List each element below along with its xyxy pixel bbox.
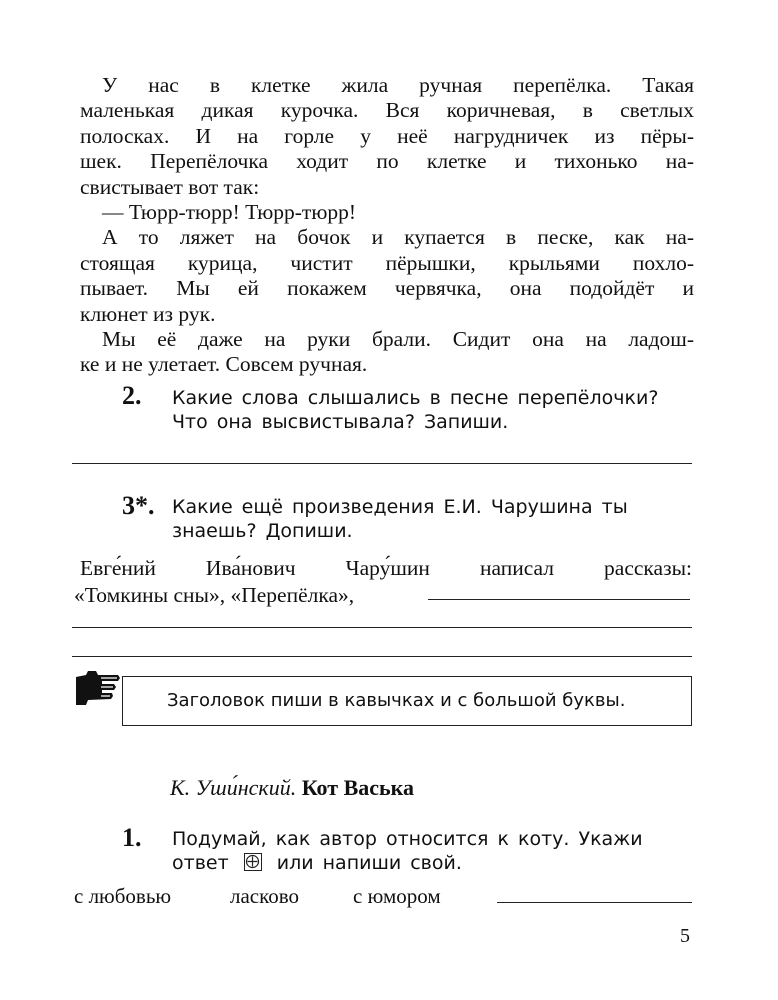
story-line: пывает. Мы ей покажем червячка, она подойдёт и <box>80 276 694 301</box>
task3-line2: знаешь? Допиши. <box>172 520 353 542</box>
story-line: маленькая дикая курочка. Вся коричневая, в светлых <box>80 98 694 123</box>
answer-line[interactable] <box>72 463 692 464</box>
answer-line[interactable] <box>428 599 690 600</box>
story-line: У нас в клетке жила ручная перепёлка. Такая <box>102 73 694 97</box>
author-name: К. Уши́нский. <box>170 775 297 800</box>
story-line: шек. Перепёлочка ходит по клетке и тихонько на- <box>80 149 694 174</box>
tip-box <box>122 676 692 726</box>
task3-answer-line2: «Томкины сны», «Перепёлка», <box>74 583 355 607</box>
task3-question <box>172 495 628 543</box>
answer-line[interactable] <box>72 627 692 628</box>
page-number: 5 <box>680 925 690 947</box>
story-line: — Тюрр-тюрр! Тюрр-тюрр! <box>102 200 357 225</box>
story-line: полосках. И на горле у неё нагрудничек из пёры- <box>80 123 694 148</box>
task2-line2: Что она высвистывала? Запиши. <box>172 411 509 433</box>
task1-line2-before: ответ <box>172 852 229 874</box>
story-line: ке и не улетает. Совсем ручная. <box>80 352 368 377</box>
task2-line1: Какие слова слышались в песне перепёлочки? <box>172 387 659 409</box>
tip-text: Заголовок пиши в кавычках и с большой буквы. <box>167 690 626 711</box>
story-text <box>80 73 694 378</box>
task1-line1: Подумай, как автор относится к коту. Укажи <box>172 828 643 850</box>
story-line: А то ляжет на бочок и купается в песке, как на- <box>102 225 694 250</box>
story-line: клюнет из рук. <box>80 301 216 326</box>
pointing-hand-icon <box>74 667 122 712</box>
task1-question <box>172 827 643 875</box>
option-item[interactable]: с любовью <box>74 884 172 908</box>
section-heading <box>170 775 414 801</box>
task1-number: 1. <box>122 823 142 852</box>
task3-number: 3*. <box>122 491 155 520</box>
story-title: Кот Васька <box>301 775 414 800</box>
answer-line[interactable] <box>72 656 692 657</box>
option-item[interactable]: ласково <box>230 884 300 908</box>
option-item[interactable]: с юмором <box>353 884 441 908</box>
task3-answer-line1: Евге́ний Ива́нович Чару́шин написал рассказы: <box>80 556 692 580</box>
task2-number: 2. <box>122 381 142 410</box>
task3-line1: Какие ещё произведения Е.И. Чарушина ты <box>172 496 628 518</box>
answer-line[interactable] <box>497 902 692 903</box>
task1-line2 <box>172 851 643 875</box>
plus-sign-icon <box>244 853 262 871</box>
story-line: стоящая курица, чистит пёрышки, крыльями похло- <box>80 250 694 275</box>
story-line: Мы её даже на руки брали. Сидит она на ладош- <box>102 327 694 352</box>
task2-question <box>172 386 658 434</box>
task1-line2-after: или напиши свой. <box>276 852 462 874</box>
story-line: свистывает вот так: <box>80 174 260 199</box>
